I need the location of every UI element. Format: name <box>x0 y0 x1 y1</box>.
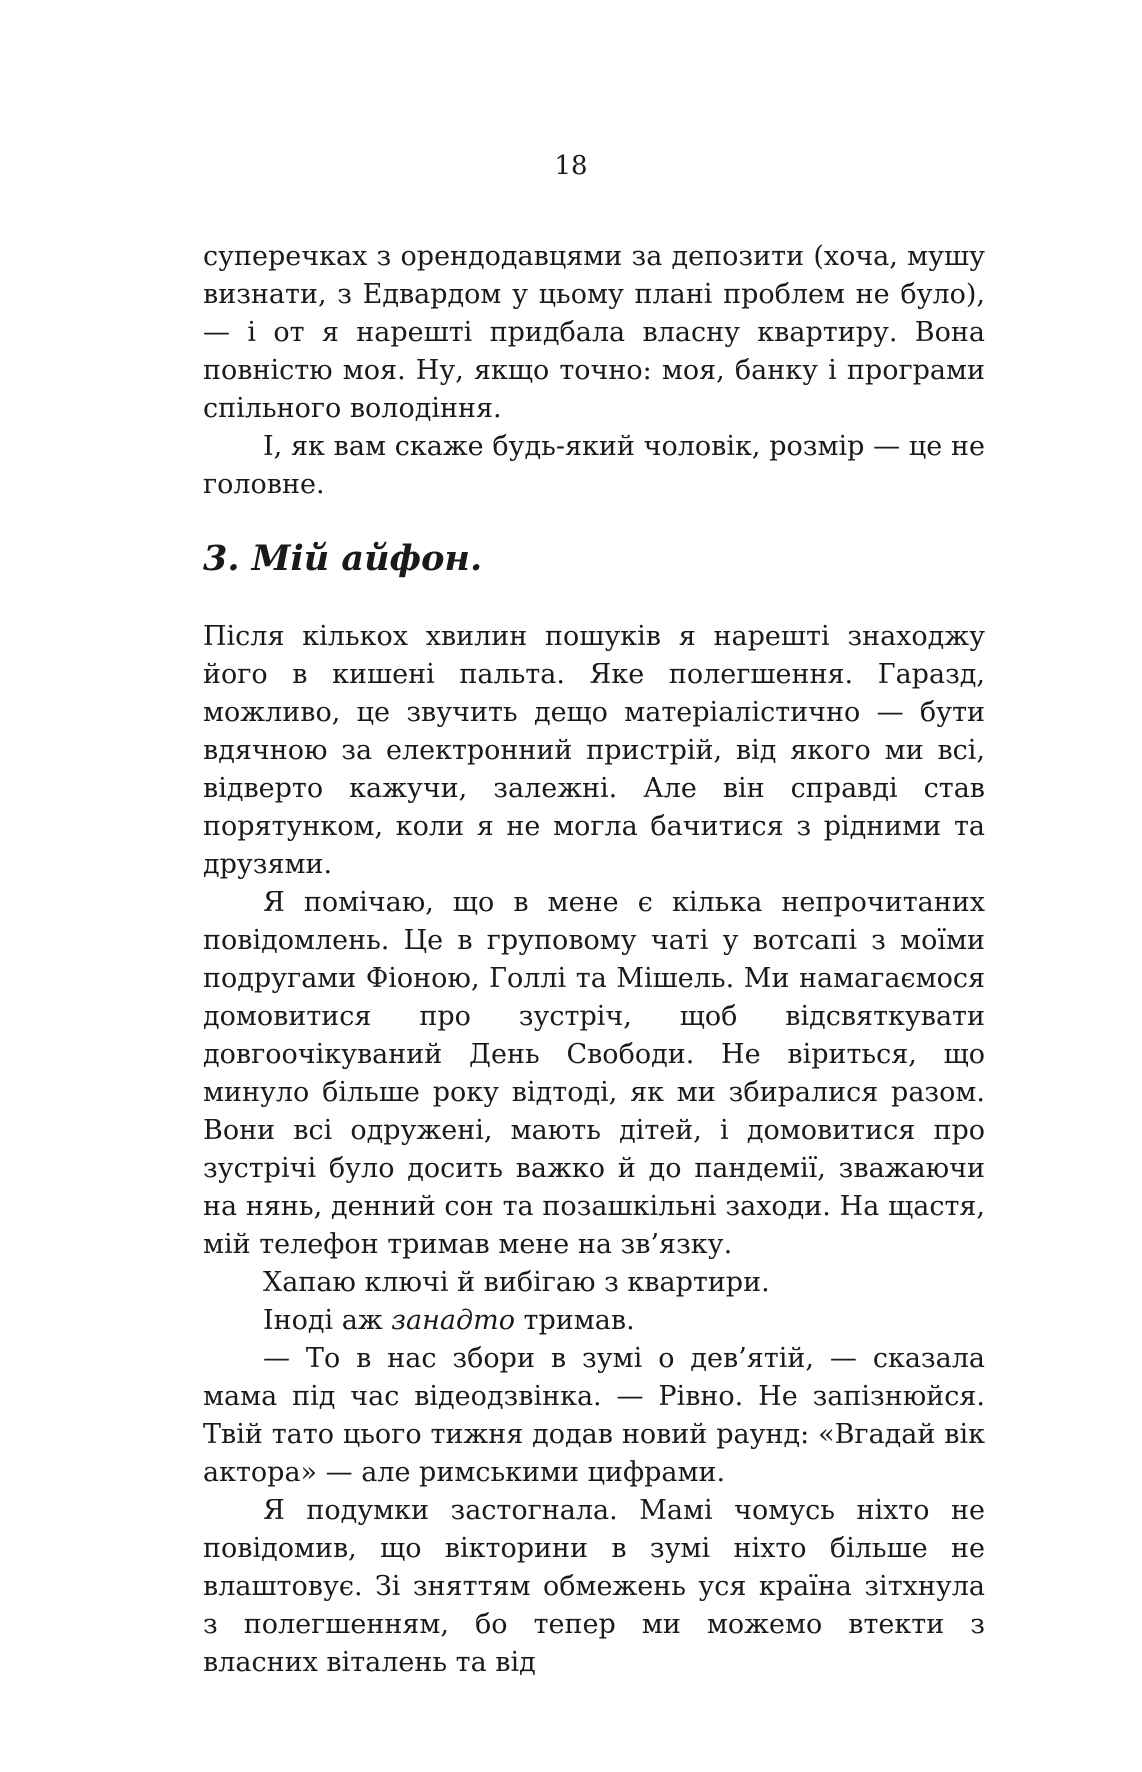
paragraph: Після кількох хвилин пошуків я нарешті знаходжу його в кишені пальта. Яке полегшення. Гаразд, можливо, це звучить дещо матеріалістично — бути вдячною за електронний пристрій, від якого ми всі, відверто кажучи, залежні. Але він справді став порятунком, коли я не могла бачитися з рідними та друзями. <box>203 621 985 880</box>
paragraph: суперечках з орендодавцями за депозити (хоча, мушу визнати, з Едвардом у цьому плані проблем не було), — і от я нарешті придбала власну квартиру. Вона повністю моя. Ну, якщо точно: моя, банку і програми спільного володіння. <box>203 241 985 424</box>
emphasis-text: занадто <box>391 1305 515 1336</box>
text-run: тримав. <box>514 1305 635 1336</box>
paragraph: І, як вам скаже будь-який чоловік, розмір — це не головне. <box>203 431 985 500</box>
paragraph: Я подумки застогнала. Мамі чомусь ніхто не повідомив, що вікторини в зумі ніхто більше не влаштовує. Зі зняттям обмежень уся країна зітхнула з полегшенням, бо тепер ми можемо втекти з власних віталень та від <box>203 1495 985 1678</box>
section-heading: 3. Мій айфон. <box>203 538 483 579</box>
text-block-top <box>203 238 985 504</box>
paragraph: Я помічаю, що в мене є кілька непрочитаних повідомлень. Це в груповому чаті у вотсапі з моїми подругами Фіоною, Голлі та Мішель. Ми намагаємося домовитися про зустріч, щоб відсвяткувати довгоочікуваний День Свободи. Не віриться, що минуло більше року відтоді, як ми збиралися разом. Вони всі одружені, мають дітей, і домовитися про зустрічі було досить важко й до пандемії, зважаючи на нянь, денний сон та позашкільні заходи. На щастя, мій телефон тримав мене на зв’язку. <box>203 887 985 1260</box>
paragraph: — То в нас збори в зумі о дев’ятій, — сказала мама під час відеодзвінка. — Рівно. Не запізнюйся. Твій тато цього тижня додав новий раунд: «Вгадай вік актора» — але римськими цифрами. <box>203 1343 985 1488</box>
text-block-main <box>203 618 985 1682</box>
paragraph <box>203 1302 985 1340</box>
text-run: Іноді аж <box>263 1305 392 1336</box>
page-number: 18 <box>554 151 588 181</box>
paragraph: Хапаю ключі й вибігаю з квартири. <box>263 1267 770 1298</box>
